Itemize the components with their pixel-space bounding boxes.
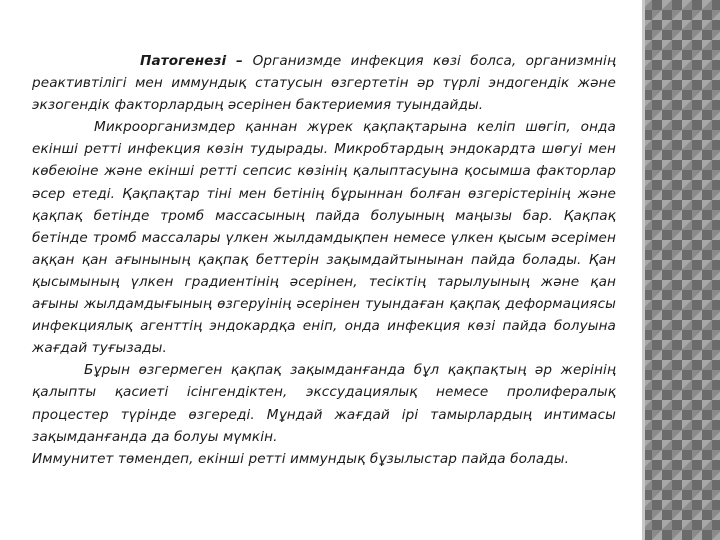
paragraph-pathogenesis bbox=[32, 50, 616, 116]
term-pathogenesis: Патогенезі bbox=[140, 53, 227, 69]
text-body bbox=[32, 50, 616, 470]
paragraph-pathogenesis-text: Организмде инфекция көзі болса, организмнің реактивтілігі мен иммундық статусын өзгертетін әр түрлі эндогендік және экзогендік факторлардың әсерінен бактериемия туындайды. bbox=[32, 53, 617, 114]
decorative-pattern-bar bbox=[642, 0, 720, 540]
paragraph-immunity: Иммунитет төмендеп, екінші ретті иммундық бұзылыстар пайда болады. bbox=[32, 450, 570, 467]
paragraph-microorganisms: Микроорганизмдер қаннан жүрек қақпақтарына келіп шөгіп, онда екінші ретті инфекция көзін тудырады. Микробтардың эндокардта шөгуі мен көбеюіне және екінші ретті сепсис көзінің қалыптасуына қосымша факторлар әсер етеді. Қақпақтар тіні мен бетінің бұрыннан болған өзгерістерінің және қақпақ бетінде тромб массасының пайда болуының маңызы бар. Қақпақ бетінде тромб массалары үлкен жылдамдықпен немесе үлкен қысым әсерімен аққан қан ағынының қақпақ беттерін зақымдайтынынан пайда болады. Қан қысымының үлкен градиентінің әсерінен, тесіктің тарылуының және қан ағыны жылдамдығының өзгеруінің әсерінен туындаған қақпақ деформациясы инфекциялық агенттің эндокардқа еніп, онда инфекция көзі пайда болуына жағдай туғызады. bbox=[32, 119, 616, 357]
paragraph-valve-damage: Бұрын өзгермеген қақпақ зақымданғанда бұл қақпақтың әр жерінің қалыпты қасиеті ісінгендіктен, экссудациялық немесе пролифералық процестер түрінде өзгереді. Мұндай жағдай ірі тамырлардың интимасы зақымданғанда да болуы мүмкін. bbox=[32, 362, 616, 445]
term-dash: – bbox=[226, 53, 253, 69]
